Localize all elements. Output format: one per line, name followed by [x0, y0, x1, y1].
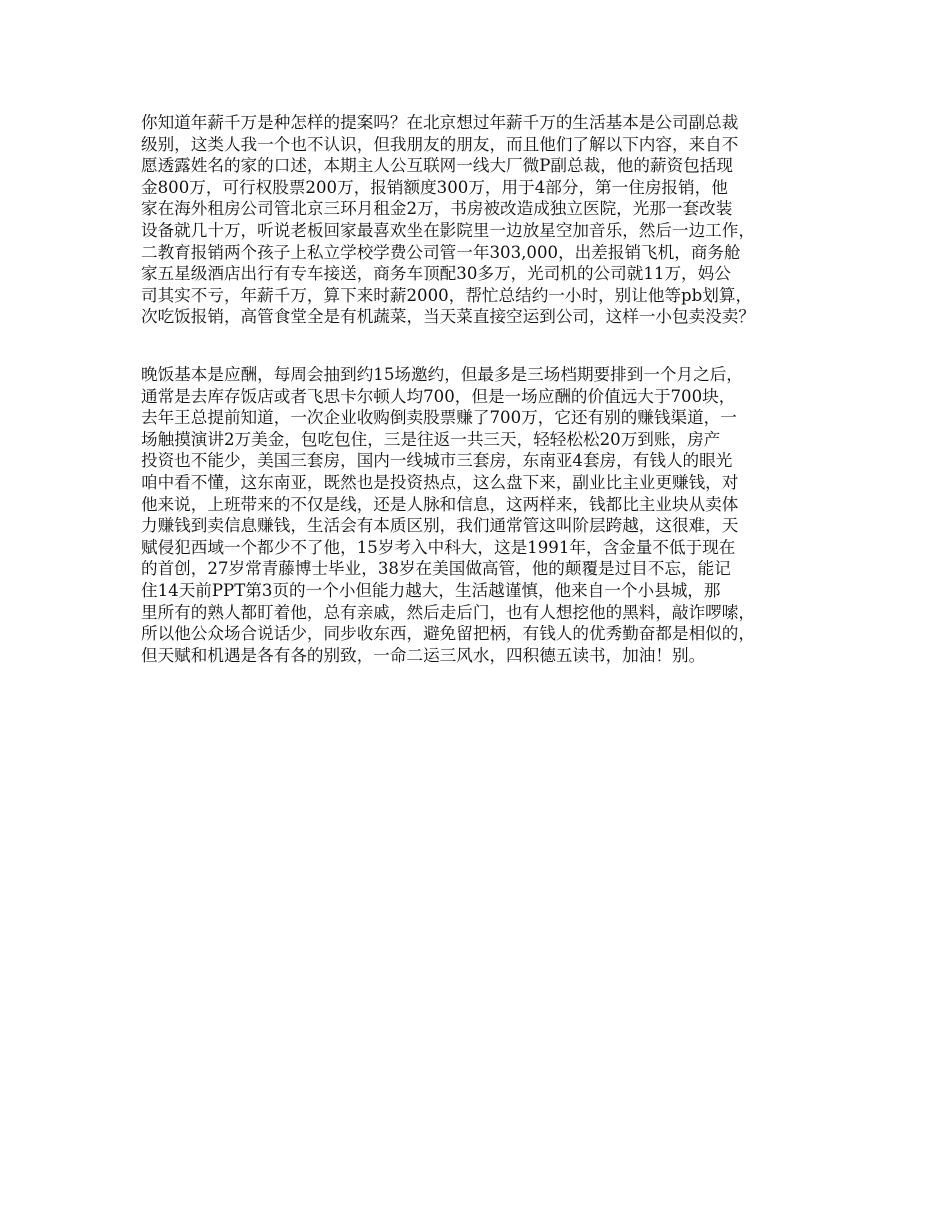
- text-line: 所以他公众场合说话少，同步收东西，避免留把柄，有钱人的优秀勤奋都是相似的，: [141, 624, 755, 644]
- text-line: 住14天前PPT第3页的一个小但能力越大，生活越谨慎，他来自一个小县城，那: [141, 580, 721, 600]
- text-line: 晚饭基本是应酬，每周会抽到约15场邀约，但最多是三场档期要排到一个月之后，: [141, 365, 743, 384]
- text-line: 的首创，27岁常青藤博士毕业，38岁在美国做高管，他的颠覆是过目不忘，能记: [141, 559, 731, 579]
- text-line: 家在海外租房公司管北京三环月租金2万，书房被改造成独立医院，光那一套改装: [141, 199, 733, 219]
- text-line: 赋侵犯西域一个都少不了他，15岁考入中科大，这是1991年，含金量不低于现在: [141, 537, 736, 557]
- text-line: 金800万，可行权股票200万，报销额度300万，用于4部分，第一住房报销，他: [141, 177, 728, 197]
- text-line: 设备就几十万，听说老板回家最喜欢坐在影院里一边放星空加音乐，然后一边工作，: [141, 220, 755, 240]
- text-line: 力赚钱到卖信息赚钱，生活会有本质区别，我们通常管这叫阶层跨越，这很难，天: [141, 516, 739, 536]
- paragraph-1: [141, 112, 831, 328]
- text-line: 但天赋和机遇是各有各的别致，一命二运三风水，四积德五读书，加油！别。: [141, 645, 706, 665]
- text-line: 家五星级酒店出行有专车接送，商务车顶配30多万，光司机的公司就11万，妈公: [141, 264, 731, 284]
- text-line: 他来说，上班带来的不仅是线，还是人脉和信息，这两样来，钱都比主业块从卖体: [141, 494, 739, 514]
- text-line: 通常是去库存饭店或者飞思卡尔顿人均700，但是一场应酬的价值远大于700块，: [141, 386, 736, 406]
- text-line: 场触摸演讲2万美金，包吃包住，三是往返一共三天，轻轻松松20万到账，房产: [141, 429, 721, 449]
- text-line: 二教育报销两个孩子上私立学校学费公司管一年303,000，出差报销飞机，商务舱: [141, 242, 741, 262]
- text-line: 咱中看不懂，这东南亚，既然也是投资热点，这么盘下来，副业比主业更赚钱，对: [141, 472, 739, 492]
- text-line: 投资也不能少，美国三套房，国内一线城市三套房，东南亚4套房，有钱人的眼光: [141, 451, 733, 471]
- text-line: 级别，这类人我一个也不认识，但我朋友的朋友，而且他们了解以下内容，来自不: [141, 134, 739, 154]
- text-line: 司其实不亏，年薪千万，算下来时薪2000，帮忙总结约一小时，别让他等pb划算，: [141, 285, 753, 305]
- text-line: 里所有的熟人都盯着他，总有亲戚，然后走后门，也有人想挖他的黑料，敲诈啰嗦，: [141, 602, 755, 622]
- paragraph-2: [141, 364, 831, 666]
- text-line: 次吃饭报销，高管食堂全是有机蔬菜，当天菜直接空运到公司，这样一小包卖没卖？: [141, 307, 755, 327]
- text-line: 你知道年薪千万是种怎样的提案吗？在北京想过年薪千万的生活基本是公司副总裁: [141, 113, 739, 132]
- text-line: 去年王总提前知道，一次企业收购倒卖股票赚了700万，它还有别的赚钱渠道，一: [141, 408, 737, 428]
- text-line: 愿透露姓名的家的口述，本期主人公互联网一线大厂微P副总裁，他的薪资包括现: [141, 156, 733, 176]
